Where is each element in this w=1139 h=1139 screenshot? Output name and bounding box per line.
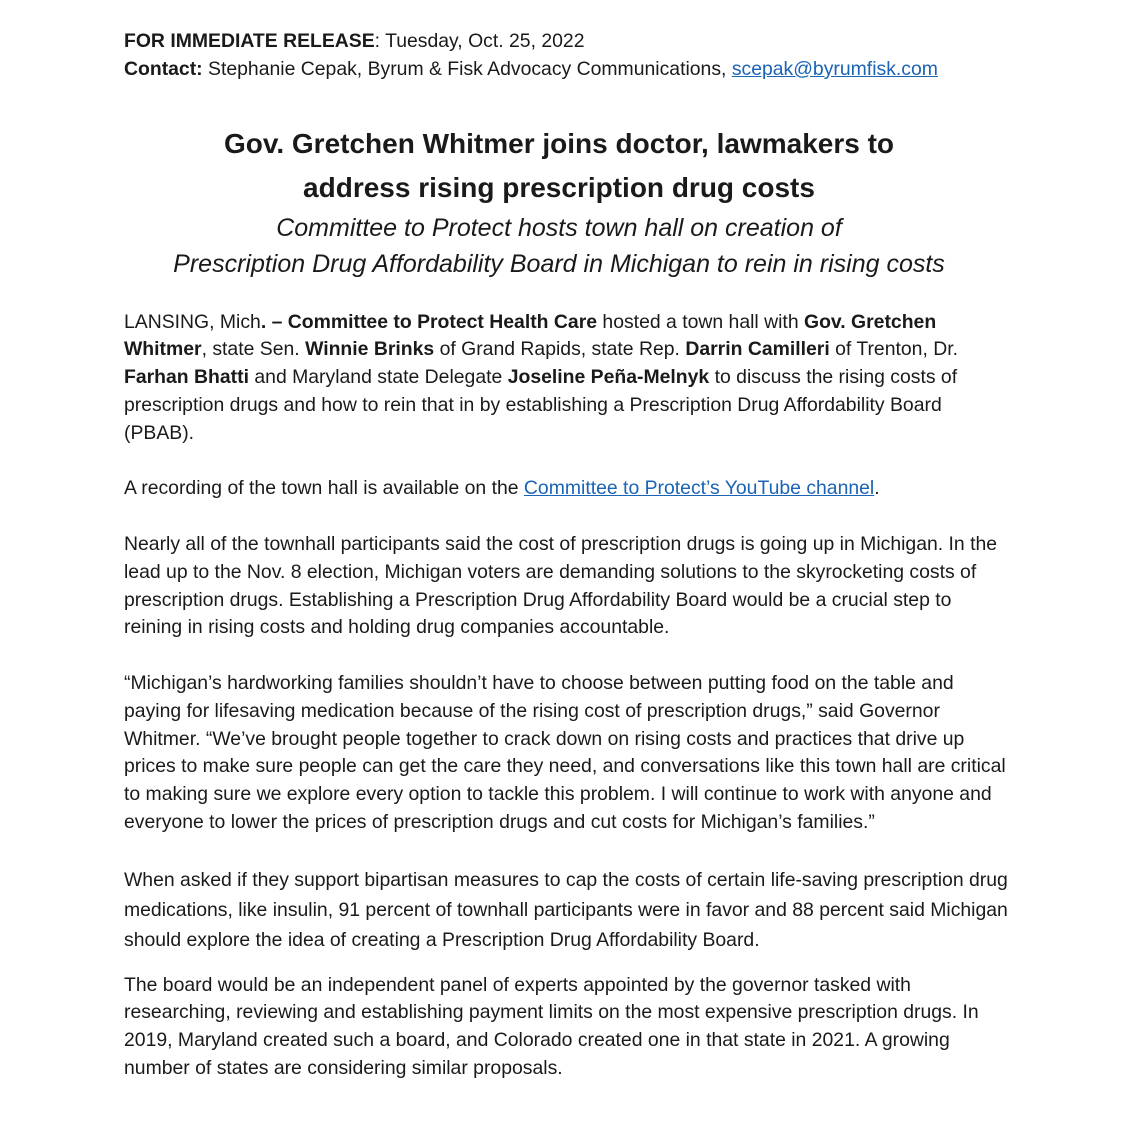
release-label: FOR IMMEDIATE RELEASE [124,30,375,52]
intro-text-3: , state Sen. [201,338,306,361]
press-release-page [124,28,1014,1083]
contact-line [124,56,1014,84]
intro-text-5: of Trenton, Dr. [829,338,959,361]
recording-period: . [874,477,880,500]
contact-email-link[interactable]: scepak@byrumfisk.com [731,57,938,80]
paragraph-survey: When asked if they support bipartisan measures to cap the costs of certain life-saving prescription drug medications, like insulin, 91 percent of townhall participants were in favor and 88 percent said Michigan should explore the idea of creating a Prescription Drug Affordability Board. [124,868,1008,951]
paragraph-participants: Nearly all of the townhall participants said the cost of prescription drugs is going up in Michigan. In the lead up to the Nov. 8 election, Michigan voters are demanding solutions to the skyrocketing costs of prescription drugs. Establishing a Prescription Drug Affordability Board would be a crucial step to reining in rising costs and holding drug companies accountable. [124,532,998,639]
subheadline-line-2: Prescription Drug Affordability Board in Michigan to rein in rising costs [173,249,945,278]
subheadline-line-1: Committee to Protect hosts town hall on creation of [276,213,842,242]
intro-text-4: of Grand Rapids, state Rep. [434,338,686,361]
release-line [124,28,1014,56]
intro-text-2: hosted a town hall with [597,310,804,333]
intro-senator: Winnie Brinks [305,338,435,361]
intro-text-6: and Maryland state Delegate [248,366,508,389]
intro-text-7: to discuss the rising costs of prescription drugs and how to rein that in by establishing a Prescription Drug Affordability Board (PBAB). [124,366,958,444]
paragraph-board: The board would be an independent panel of experts appointed by the governor tasked with researching, reviewing and establishing payment limits on the most expensive prescription drugs. In 2019, Maryland created such a board, and Colorado created one in that state in 2021. A growing number of states are considering similar proposals. [124,973,979,1079]
subheadline [114,210,1004,282]
intro-representative: Darrin Camilleri [685,338,830,361]
intro-org: . – Committee to Protect Health Care [260,310,598,333]
youtube-channel-link[interactable]: Committee to Protect’s YouTube channel [523,477,875,500]
release-separator: : [374,30,386,52]
paragraph-recording [124,475,1014,503]
intro-governor: Gov. Gretchen Whitmer [124,310,937,361]
release-date: Tuesday, Oct. 25, 2022 [385,30,585,52]
contact-text: Stephanie Cepak, Byrum & Fisk Advocacy Communications, [202,57,732,80]
intro-delegate: Joseline Peña-Melnyk [507,366,710,389]
intro-text-1: LANSING, Mich [124,310,261,333]
intro-doctor: Farhan Bhatti [124,366,249,389]
paragraph-intro [124,309,1014,448]
headline-line-2: address rising prescription drug costs [303,171,815,203]
recording-text: A recording of the town hall is available on the [124,477,524,500]
headline [114,122,1004,210]
headline-line-1: Gov. Gretchen Whitmer joins doctor, lawmakers to [223,127,895,159]
paragraph-governor-quote: “Michigan’s hardworking families shouldn’t have to choose between putting food on the table and paying for lifesaving medication because of the rising cost of prescription drugs,” said Governor Whitmer. “We’ve brought people together to crack down on rising costs and practices that drive up prices to make sure people can get the care they need, and conversations like this town hall are critical to making sure we explore every option to tackle this problem. I will continue to work with anyone and everyone to lower the prices of prescription drugs and cut costs for Michigan’s families.” [124,671,1006,833]
contact-label: Contact: [124,57,203,80]
